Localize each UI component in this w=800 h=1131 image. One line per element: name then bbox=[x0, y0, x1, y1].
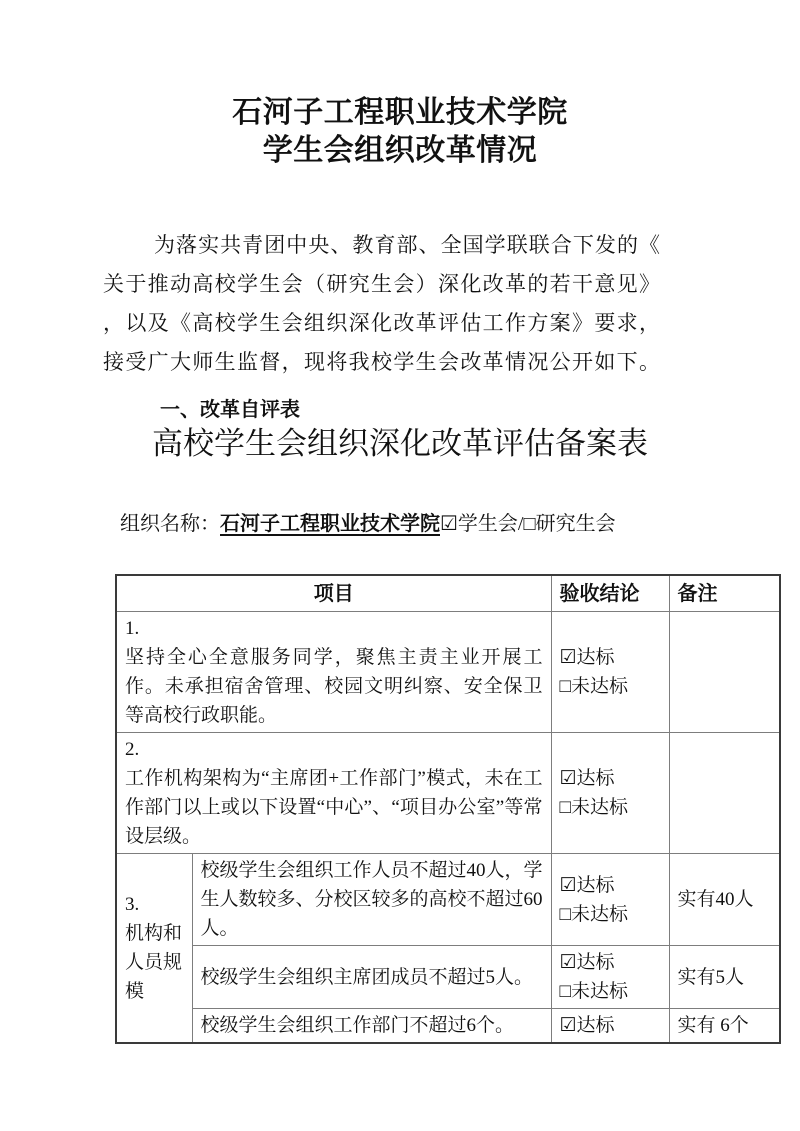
intro-line: ，以及《高校学生会组织深化改革评估工作方案》要求， bbox=[103, 311, 660, 335]
org-name-line bbox=[120, 511, 800, 537]
section-heading: 一、改革自评表 bbox=[160, 399, 300, 421]
org-name-label: 组织名称： bbox=[120, 513, 220, 535]
checkbox-fail: □未达标 bbox=[559, 797, 628, 818]
category-label: 机构和人员规模 bbox=[125, 923, 183, 1002]
assessment-table bbox=[115, 574, 781, 1044]
conclusion-cell-2 bbox=[551, 733, 669, 854]
table-header-conclusion: 验收结论 bbox=[551, 575, 669, 612]
document-title bbox=[0, 0, 800, 170]
org-type-checkbox-options: ☑学生会/□研究生会 bbox=[440, 513, 616, 535]
item-text: 工作机构架构为“主席团+工作部门”模式，未在工作部门以上或以下设置“中心”、“项目办公室”等常设层级。 bbox=[125, 768, 543, 847]
remark-cell-1 bbox=[669, 612, 780, 733]
item-cell-2 bbox=[116, 733, 551, 854]
document-title-line1: 石河子工程职业技术学院 bbox=[232, 96, 568, 129]
checkbox-fail: □未达标 bbox=[559, 981, 628, 1002]
item-text: 校级学生会组织主席团成员不超过5人。 bbox=[200, 966, 534, 988]
table-header-row bbox=[116, 575, 780, 612]
checkbox-pass: ☑达标 bbox=[559, 952, 615, 973]
form-title: 高校学生会组织深化改革评估备案表 bbox=[152, 426, 648, 461]
item-cell-3c bbox=[192, 1009, 551, 1044]
item-text: 校级学生会组织工作人员不超过40人，学生人数较多、分校区较多的高校不超过60人。 bbox=[200, 860, 543, 939]
remark-cell-3c: 实有 6个 bbox=[669, 1009, 780, 1044]
remark-cell-3b: 实有5人 bbox=[669, 946, 780, 1009]
table-row-3b bbox=[116, 946, 780, 1009]
checkbox-fail: □未达标 bbox=[559, 903, 628, 925]
table-header-item: 项目 bbox=[116, 575, 551, 612]
conclusion-cell-1 bbox=[551, 612, 669, 733]
checkbox-pass: ☑达标 bbox=[559, 768, 615, 789]
item-cell-1 bbox=[116, 612, 551, 733]
table-row-1 bbox=[116, 612, 780, 733]
intro-line: 接受广大师生监督，现将我校学生会改革情况公开如下。 bbox=[103, 350, 660, 374]
item-number: 2. bbox=[125, 739, 140, 760]
item-cell-3a bbox=[192, 854, 551, 946]
item-cell-3b bbox=[192, 946, 551, 1009]
checkbox-pass: ☑达标 bbox=[559, 647, 615, 668]
table-header-remark: 备注 bbox=[669, 575, 780, 612]
intro-line: 为落实共青团中央、教育部、全国学联联合下发的《 bbox=[154, 233, 660, 257]
remark-cell-2 bbox=[669, 733, 780, 854]
category-cell-3 bbox=[116, 854, 192, 1044]
checkbox-fail: □未达标 bbox=[559, 676, 628, 697]
conclusion-cell-3b bbox=[551, 946, 669, 1009]
table-row-3c bbox=[116, 1009, 780, 1044]
table-row-3a bbox=[116, 854, 780, 946]
item-number: 1. bbox=[125, 618, 140, 639]
conclusion-cell-3a bbox=[551, 854, 669, 946]
conclusion-cell-3c bbox=[551, 1009, 669, 1044]
item-number: 3. bbox=[125, 894, 140, 915]
org-name-value: 石河子工程职业技术学院 bbox=[220, 513, 440, 535]
item-text: 坚持全心全意服务同学，聚焦主责主业开展工作。未承担宿舍管理、校园文明纠察、安全保卫等高校行政职能。 bbox=[125, 647, 543, 726]
document-title-line2: 学生会组织改革情况 bbox=[262, 134, 538, 167]
intro-line: 关于推动高校学生会（研究生会）深化改革的若干意见》 bbox=[103, 272, 660, 296]
table-row-2 bbox=[116, 733, 780, 854]
remark-cell-3a: 实有40人 bbox=[669, 854, 780, 946]
item-text: 校级学生会组织工作部门不超过6个。 bbox=[200, 1015, 515, 1036]
checkbox-pass: ☑达标 bbox=[559, 874, 615, 896]
intro-paragraph bbox=[103, 226, 660, 382]
checkbox-pass: ☑达标 bbox=[559, 1015, 615, 1036]
